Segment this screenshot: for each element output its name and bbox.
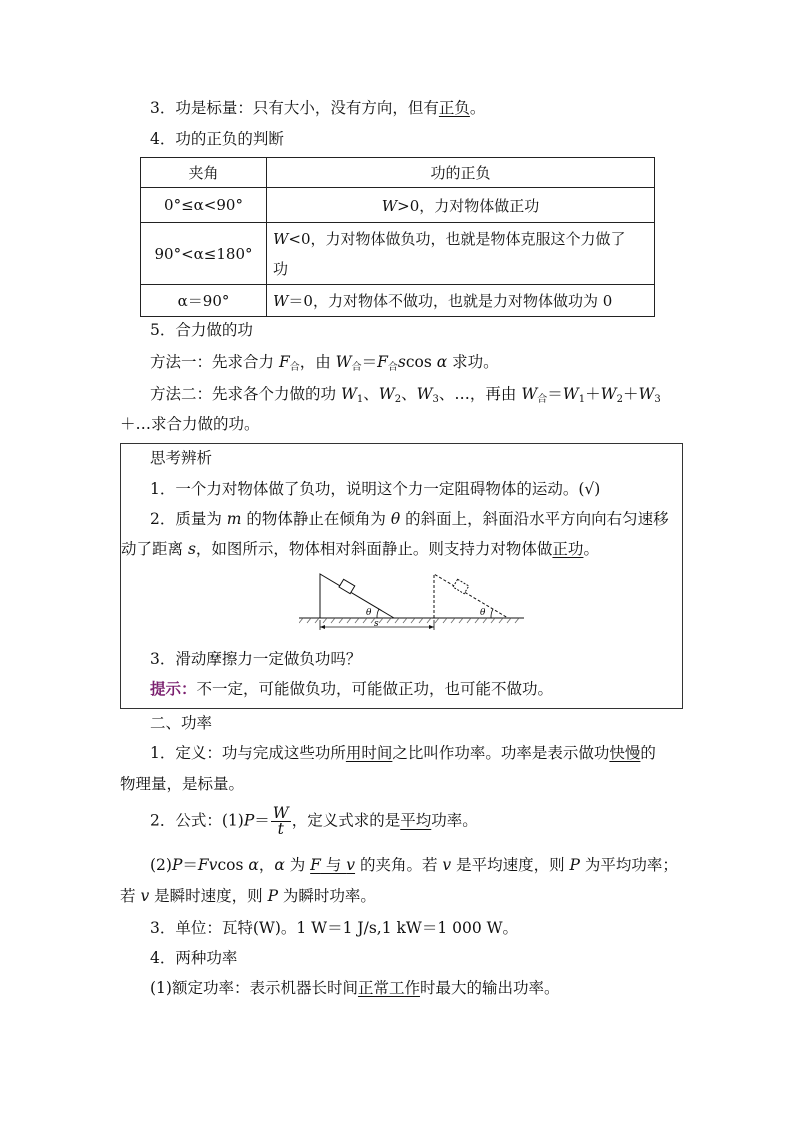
method-two: 方法二：先求各个力做的功 $W_1$、$W_2$、$W_3$、…，再由 $W_合=W_1+W_2+W_3$ bbox=[150, 385, 661, 405]
box-question-3: 3．滑动摩擦力一定做负功吗？ bbox=[150, 650, 362, 668]
svg-text:s: s bbox=[374, 619, 379, 629]
sign-cell: W＝0，力对物体不做功，也就是力对物体做功为 0 bbox=[267, 285, 655, 317]
incline-end bbox=[434, 574, 508, 618]
box-hint: 提示：不一定，可能做负功，可能做正功，也可能不做功。 bbox=[150, 679, 554, 698]
method-one: 方法一：先求合力 $F_合$，由 $W_合=F_合scos$ α 求功。 bbox=[150, 353, 499, 373]
work-sign-table bbox=[140, 157, 655, 317]
think-box bbox=[120, 443, 683, 709]
svg-text:θ: θ bbox=[366, 608, 372, 618]
angle-cell: 90°<α≤180° bbox=[141, 223, 267, 285]
sign-cell: W>0，力对物体做正功 bbox=[267, 188, 655, 223]
power-formula-2-cont: 若 v 是瞬时速度，则 P 为瞬时功率。 bbox=[120, 887, 376, 905]
angle-cell: 0°≤α<90° bbox=[141, 188, 267, 223]
power-definition: 1．定义：功与完成这些功所用时间之比叫作功率。功率是表示做功快慢的 bbox=[150, 744, 656, 762]
block bbox=[339, 579, 355, 593]
angle-cell: α＝90° bbox=[141, 285, 267, 317]
section-power-heading: 二、功率 bbox=[150, 714, 213, 732]
two-powers-heading: 4．两种功率 bbox=[150, 949, 238, 967]
method-two-cont: ＋…求合力做的功。 bbox=[120, 415, 260, 433]
box-question-2: 2．质量为 m 的物体静止在倾角为 θ 的斜面上，斜面沿水平方向向右匀速移 bbox=[150, 510, 669, 528]
box-question-1: 1．一个力对物体做了负功，说明这个力一定阻碍物体的运动。(√) bbox=[150, 480, 601, 498]
power-formula-1: 2．公式：(1)P＝ $\frac{W}{t}$ ，定义式求的是平均功率。 bbox=[150, 804, 478, 838]
box-title: 思考辨析 bbox=[150, 449, 213, 467]
underlined-answer: 正负 bbox=[438, 99, 470, 117]
table-row bbox=[141, 285, 655, 317]
block-dashed bbox=[453, 579, 469, 593]
rated-power: (1)额定功率：表示机器长时间正常工作时最大的输出功率。 bbox=[150, 979, 560, 997]
power-unit: 3．单位：瓦特(W)。1 W＝1 J/s,1 kW＝1 000 W。 bbox=[150, 919, 519, 937]
table-header-sign: 功的正负 bbox=[267, 158, 655, 188]
table-row bbox=[141, 188, 655, 223]
table-row bbox=[141, 223, 655, 285]
point-4-heading: 4．功的正负的判断 bbox=[150, 130, 284, 148]
fraction-w-over-t: $\frac{W}{t}$ bbox=[272, 804, 289, 838]
sign-cell: W<0，力对物体做负功，也就是物体克服这个力做了 功 bbox=[267, 223, 655, 285]
incline-start bbox=[320, 574, 394, 618]
underlined-answer: 正功 bbox=[552, 540, 584, 558]
box-question-2-cont: 动了距离 s，如图所示，物体相对斜面静止。则支持力对物体做正功。 bbox=[121, 540, 599, 558]
ground-hatching bbox=[299, 618, 519, 623]
point-3: 3．功是标量：只有大小，没有方向，但有正负。 bbox=[150, 99, 486, 117]
table-header-angle: 夹角 bbox=[141, 158, 267, 188]
power-formula-2: (2)P＝Fvcos α，α 为 F 与 v 的夹角。若 v 是平均速度，则 P 为平均功率； bbox=[150, 856, 678, 874]
incline-figure bbox=[299, 570, 529, 634]
svg-text:θ: θ bbox=[480, 608, 486, 618]
point-5-heading: 5．合力做的功 bbox=[150, 321, 253, 339]
power-definition-cont: 物理量，是标量。 bbox=[120, 775, 245, 793]
